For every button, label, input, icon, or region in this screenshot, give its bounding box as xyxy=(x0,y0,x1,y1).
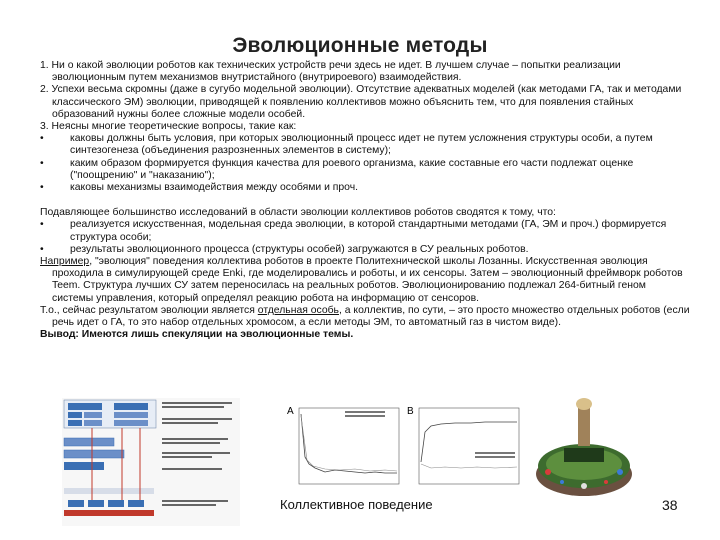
bullet-item xyxy=(40,158,690,182)
bullet-dot: • xyxy=(40,133,44,145)
bullet-text: каковы должны быть условия, при которых эволюционный процесс идет не путем усложнения структуры особи, а путем синтезогенеза (объединения разрозненных элементов в систему); xyxy=(70,133,653,157)
experiment-plots-image xyxy=(285,402,525,492)
slide-title: Эволюционные методы xyxy=(232,34,488,57)
robot-photo xyxy=(534,394,636,502)
page-number: 38 xyxy=(662,497,678,513)
bullet-dot: • xyxy=(40,157,44,169)
conclusion-underlined: отдельная особь xyxy=(257,304,339,316)
experiment-plots xyxy=(285,402,525,492)
point-1: 1. Ни о какой эволюции роботов как технических устройств речи здесь не идет. В лучшем случае – попытки реализации эволюционным путем механизмов внутристайного (внутрироевого) взаимодействия. xyxy=(40,60,621,84)
example-text: , "эволюция" поведения коллектива роботов в проекте Политехнической школы Лозанны. Искусственная эволюция проходила в симулирующей среде Enki, где моделировались и роботы, и их сенсоры. Затем – эволюционный фреймворк роботов Teem. Структура лучших СУ затем переносилась на реальных роботов. Эволюционированию подлежал 264-битный геном системы управления, который определял реакцию робота на информацию от сенсоров. xyxy=(52,256,683,304)
panel-a-label: A xyxy=(287,406,294,417)
example-paragraph xyxy=(40,256,690,305)
conclusion-paragraph xyxy=(40,305,690,329)
panel-b-label: B xyxy=(407,406,414,417)
bullet-text: результаты эволюционного процесса (структуры особей) загружаются в СУ реальных роботов. xyxy=(70,243,529,255)
robot-illustration xyxy=(534,394,636,502)
conclusion-pre: Т.о., сейчас результатом эволюции является xyxy=(40,304,258,316)
bullet-dot: • xyxy=(40,243,44,255)
footer-caption: Коллективное поведение xyxy=(280,497,433,512)
example-label: Например xyxy=(40,256,90,268)
bullet-item xyxy=(40,219,690,243)
bullet-text: каким образом формируется функция качества для роевого организма, какие составные его части подлежат оценке ("поощрению" и "наказанию"); xyxy=(70,157,634,181)
bullet-text: каковы механизмы взаимодействия между особями и проч. xyxy=(70,182,359,194)
bullet-text: реализуется искусственная, модельная среда эволюции, в которой стандартными методами (ГА, ЭМ и проч.) формируется структура особи; xyxy=(70,219,667,243)
slide-body xyxy=(40,60,690,341)
point-2: 2. Успехи весьма скромны (даже в сугубо модельной эволюции). Отсутствие адекватных моделей (как методами ГА, так и методами классического ЭМ) эволюции, приводящей к появлению коллективов можно объяснить тем, что для появления стайных образований нужны более сложные модели особей. xyxy=(40,84,682,120)
point-3: 3. Неясны многие теоретические вопросы, такие как: xyxy=(40,121,297,133)
verdict: Вывод: Имеются лишь спекуляции на эволюционные темы. xyxy=(40,329,354,341)
section-intro: Подавляющее большинство исследований в области эволюции коллективов роботов сводятся к тому, что: xyxy=(40,207,556,219)
bullet-dot: • xyxy=(40,182,44,194)
conclusion-post: , а коллектив, по сути, – это просто множество отдельных роботов (если речь идет о ГА, то это набор отдельных хромосом, а если методы ЭМ, то автоматный газ в чистом виде). xyxy=(52,304,690,329)
bullet-item xyxy=(40,244,690,256)
architecture-diagram xyxy=(62,398,240,526)
architecture-diagram-image xyxy=(62,398,240,526)
bullet-item xyxy=(40,182,690,194)
bullet-item xyxy=(40,133,690,157)
bullet-dot: • xyxy=(40,219,44,231)
